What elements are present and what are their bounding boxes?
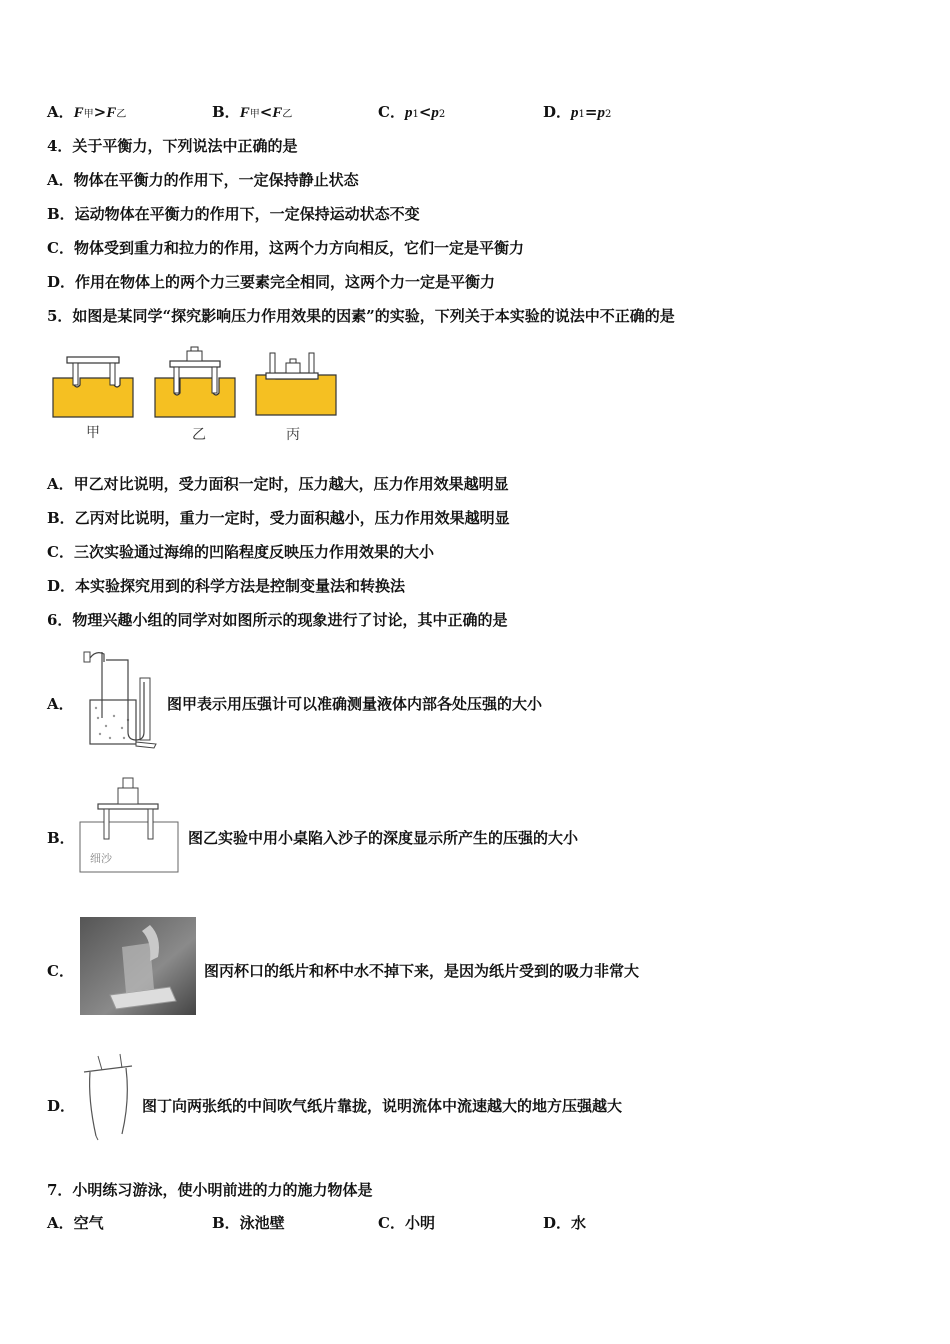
- operator: =: [584, 103, 598, 121]
- manometer-figure: [80, 648, 160, 750]
- q4-stem: 4．关于平衡力，下列说法中正确的是: [47, 137, 298, 155]
- symbol: F: [106, 105, 117, 121]
- option-label: B．: [212, 103, 240, 121]
- q6-option-d-text: 图丁向两张纸的中间吹气纸片靠拢，说明流体中流速越大的地方压强越大: [142, 1097, 623, 1115]
- figure-label-jia: 甲: [86, 425, 100, 441]
- q4-option-b: B．运动物体在平衡力的作用下，一定保持运动状态不变: [47, 205, 420, 223]
- symbol: F: [272, 105, 283, 121]
- symbol: p: [597, 105, 605, 121]
- q5-option-c: C．三次实验通过海绵的凹陷程度反映压力作用效果的大小: [47, 543, 434, 561]
- q4-option-a: A．物体在平衡力的作用下，一定保持静止状态: [47, 171, 359, 189]
- q3-option-c: [378, 102, 445, 125]
- q4-option-c: C．物体受到重力和拉力的作用，这两个力方向相反，它们一定是平衡力: [47, 239, 524, 257]
- subscript: 1: [578, 109, 585, 120]
- subscript: 2: [438, 109, 446, 120]
- sponge-bing: [256, 353, 336, 415]
- q6-option-a-label: A．: [47, 695, 74, 713]
- q7-option-b: B．泳池壁: [212, 1214, 285, 1232]
- blowing-paper-figure: [80, 1050, 140, 1142]
- sponge-jia: [53, 357, 133, 417]
- q6-option-d-label: D．: [47, 1097, 76, 1115]
- q6-stem: 6．物理兴趣小组的同学对如图所示的现象进行了讨论，其中正确的是: [47, 611, 508, 629]
- symbol: F: [73, 105, 84, 121]
- q6-option-b-label: B．: [47, 829, 75, 847]
- figure-label-yi: 乙: [192, 427, 206, 443]
- symbol: p: [431, 105, 439, 121]
- q5-option-d: D．本实验探究用到的科学方法是控制变量法和转换法: [47, 577, 406, 595]
- operator: >: [93, 103, 107, 121]
- q7-option-a: A．空气: [47, 1214, 104, 1232]
- option-label: C．: [378, 103, 405, 121]
- operator: <: [418, 103, 432, 121]
- subscript: 2: [604, 109, 612, 120]
- symbol: p: [404, 105, 413, 121]
- symbol: p: [571, 105, 579, 121]
- subscript: 甲: [249, 109, 260, 120]
- q7-stem: 7．小明练习游泳，使小明前进的力的施力物体是: [47, 1181, 373, 1199]
- option-label: A．: [47, 103, 74, 121]
- q6-option-c-label: C．: [47, 962, 74, 980]
- q3-option-a: [47, 102, 126, 125]
- q6-option-b-text: 图乙实验中用小桌陷入沙子的深度显示所产生的压强的大小: [188, 829, 579, 847]
- q7-option-d: D．水: [543, 1214, 587, 1232]
- operator: <: [259, 103, 273, 121]
- figure-label-bing: 丙: [286, 427, 300, 443]
- q5-stem: 5．如图是某同学“探究影响压力作用效果的因素”的实验，下列关于本实验的说法中不正确的是: [47, 307, 675, 325]
- q6-option-a-text: 图甲表示用压强计可以准确测量液体内部各处压强的大小: [167, 695, 543, 713]
- q3-option-d: [543, 102, 611, 125]
- q3-option-b: [212, 102, 292, 125]
- subscript: 乙: [116, 109, 127, 120]
- q4-option-d: D．作用在物体上的两个力三要素完全相同，这两个力一定是平衡力: [47, 273, 496, 291]
- q7-option-c: C．小明: [378, 1214, 435, 1232]
- sand-label: 细沙: [90, 852, 112, 865]
- q5-option-a: A．甲乙对比说明，受力面积一定时，压力越大，压力作用效果越明显: [47, 475, 509, 493]
- subscript: 1: [412, 109, 419, 120]
- symbol: F: [239, 105, 250, 121]
- cup-paper-photo: [80, 917, 196, 1015]
- subscript: 乙: [282, 109, 293, 120]
- subscript: 甲: [83, 109, 94, 120]
- option-label: D．: [543, 103, 572, 121]
- q5-option-b: B．乙丙对比说明，重力一定时，受力面积越小，压力作用效果越明显: [47, 509, 510, 527]
- sponge-yi: [155, 347, 235, 417]
- q6-option-c-text: 图丙杯口的纸片和杯中水不掉下来，是因为纸片受到的吸力非常大: [204, 962, 640, 980]
